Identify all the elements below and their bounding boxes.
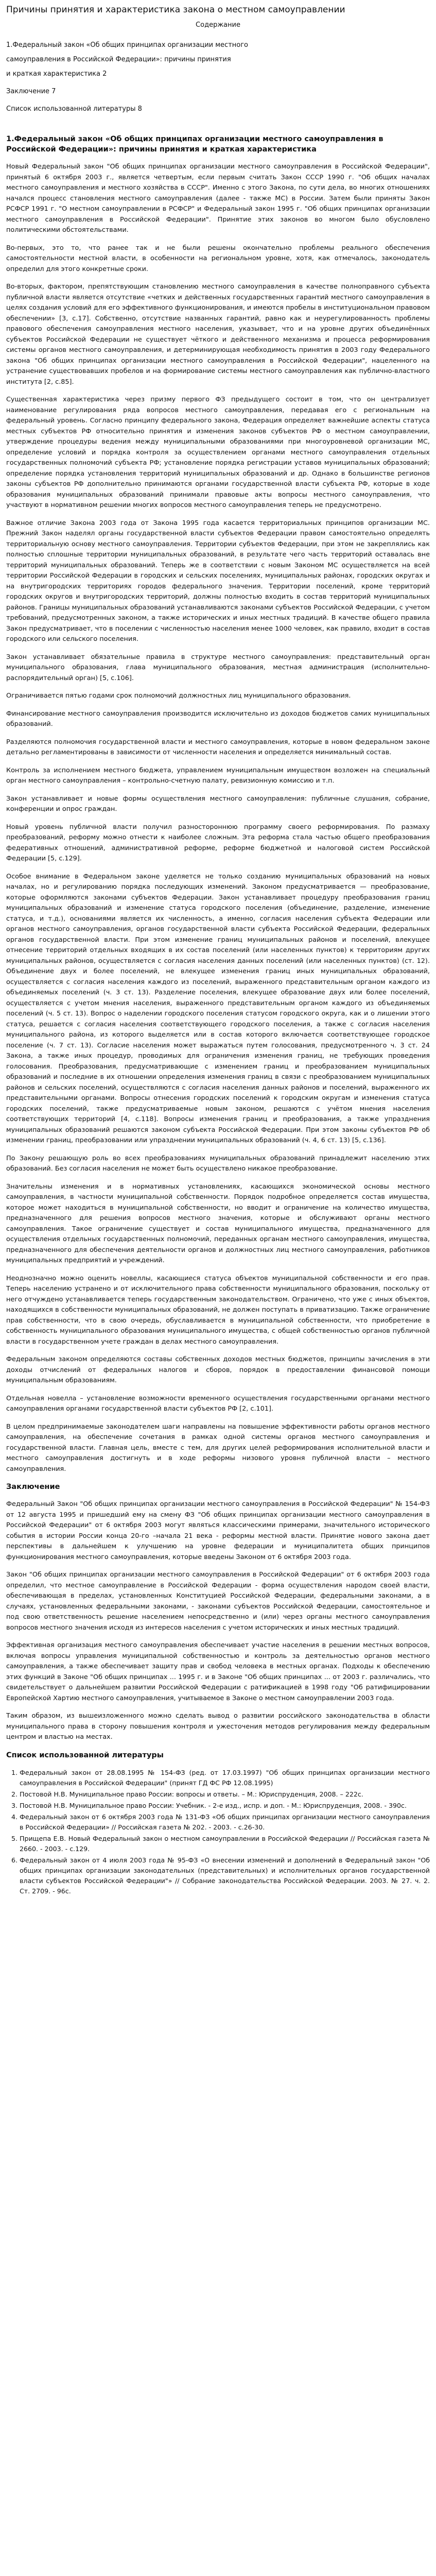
paragraph: Отдельная новелла – установление возможности временного осуществления государственными органами местного самоуправления органами государственной власти субъектов РФ [2, c.101]. [6, 1394, 430, 1413]
section1-heading: 1.Федеральный закон «Об общих принципах организации местного самоуправления в Российской Федерации»: причины принятия и краткая характеристика [6, 135, 383, 154]
toc-line[interactable]: и краткая характеристика 2 [6, 70, 107, 78]
paragraph: Значительны изменения и в нормативных установлениях, касающихся экономической основы местного самоуправления, в частности муниципальной собственности. Порядок подробное определяется состав имущества, которое может находиться в муниципальной собственности, но вводит и ограничение на количество имущества, предназначенного для решения вопросов местного значения, которые и обслуживают органы местного самоуправления. Такое ограничение существует и состав муниципального имущества, предназначенного для осуществления отдельных государственных полномочий, переданных органам местного самоуправления, имущества, предназначенного для обеспечения деятельности органов и должностных лиц местного самоуправления, работников муниципальных предприятий и учреждений. [6, 1182, 430, 1264]
conclusion-body [6, 1499, 430, 1743]
reference-item: 1. Федеральный закон от 28.08.1995 № 154-ФЗ (ред. от 17.03.1997) "Об общих принципах организации местного самоуправления в Российской Федерации" (принят ГД ФС РФ 12.08.1995) [20, 1768, 430, 1788]
paragraph: В целом предпринимаемые законодателем шаги направлены на повышение эффективности работы органов местного самоуправления, на обеспечение сочетания в рамках одной системы органов местного самоуправления и государственной власти. Главная цель, вместе с тем, для других целей реформирования исполнительной власти и местного самоуправления достигнуть и в ходе реформы низового уровня публичной власти – местного самоуправления. [6, 1422, 430, 1473]
paragraph: Во-вторых, фактором, препятствующим становлению местного самоуправления в качестве полноправного субъекта публичной власти является отсутствие «четких и действенных государственных гарантий местного самоуправления в целях создания условий для его эффективного функционирования, и имеются пробелы в институциональном правовом обеспечении» [3, с.17]. Собственно, отсутствие названных гарантий, равно как и неурегулированность проблемы правового обеспечения самоуправления местного населения, указывает, что и на уровне других объединённых субъектов Российской Федерации не существует чёткого и действенного механизма и процесса реформирования системы органов местного самоуправления, и детерминирующая необходимость принятия в 2003 году Федерального закона "Об общих принципах организации местного самоуправления в Российской Федерации", нацеленного на устранение существовавших пробелов и на формирование системы местного самоуправления как публично-властного института [2, с.85]. [6, 283, 430, 386]
paragraph: Финансирование местного самоуправления производится исключительно из доходов бюджетов самих муниципальных образований. [6, 709, 430, 728]
reference-item: 5. Прищепа Е.В. Новый Федеральный закон о местном самоуправлении в Российской Федерации // Российская газета № 2660. - 2003. - с.129. [20, 1834, 430, 1854]
table-of-contents [6, 38, 430, 116]
reference-item: 3. Постовой Н.В. Муниципальное право России: Учебник. - 2-е изд., испр. и доп. - М.: Юриспруденция, 2008. - 390с. [20, 1801, 430, 1811]
toc-line[interactable]: 1.Федеральный закон «Об общих принципах организации местного [6, 41, 249, 49]
toc-heading: Содержание [196, 21, 240, 29]
references-heading: Список использованной литературы [6, 1751, 164, 1759]
paragraph: Новый Федеральный закон "Об общих принципах организации местного самоуправления в Российской Федерации", принятый 6 октября 2003 г., является четвертым, если первым считать Закон СССР 1990 г. "Об общих началах местного самоуправления и местного хозяйства в СССР". Именно с этого Закона, по сути дела, во многих отношениях начался процесс становления местного самоуправления (далее - также МС) в России. Затем были приняты Закон РСФСР 1991 г. "О местном самоуправлении в РСФСР" и Федеральный закон 1995 г. "Об общих принципах организации местного самоуправления в Российской Федерации". Принятие этих законов во многом было обусловлено политическими обстоятельствами. [6, 163, 430, 234]
reference-item: 4. Федеральный закон от 6 октября 2003 года № 131-ФЗ «Об общих принципах организации местного самоуправления в Российской Федерации» // Российская газета № 202. - 2003. - с.26-30. [20, 1812, 430, 1833]
paragraph: Новый уровень публичной власти получил разностороннюю программу своего реформирования. По размаху преобразований, реформу можно отнести к наиболее сложным. Эта реформа стала частью общего преобразования федеративных отношений, административной реформе, реформе бюджетной и налоговой систем Российской Федерации [5, c.129]. [6, 823, 430, 862]
section1-body [6, 162, 430, 1475]
paragraph: Закон "Об общих принципах организации местного самоуправления в Российской Федерации" от 6 октября 2003 года определил, что местное самоуправление в Российской Федерации - форма осуществления народом своей власти, обеспечивающая в пределах, установленных Конституцией Российской Федерации, федеральными законами, а в случаях, установленных федеральными законами, - законами субъектов Российской Федерации, самостоятельное и под свою ответственность решение населением непосредственно и (или) через органы местного самоуправления вопросов местного значения исходя из интересов населения с учетом исторических и иных местных традиций. [6, 1571, 430, 1632]
paragraph: Таким образом, из вышеизложенного можно сделать вывод о развитии российского законодательства в области муниципального права в сторону повышения контроля и ужесточения методов регулирования между федеральным центром и властью на местах. [6, 1712, 430, 1741]
paragraph: Разделяются полномочия государственной власти и местного самоуправления, которые в новом федеральном законе детально регламентированы в зависимости от численности населения и определяется минимальный состав. [6, 738, 430, 756]
toc-line[interactable]: Список использованной литературы 8 [6, 105, 142, 113]
paragraph: Контроль за исполнением местного бюджета, управлением муниципальным имуществом возложен на специальный орган местного самоуправления – контрольно-счетную палату, ревизионную комиссию и т.п. [6, 766, 430, 785]
paragraph: Закон устанавливает обязательные правила в структуре местного самоуправления: представительный орган муниципального образования, глава муниципального образования, местная администрация (исполнительно-распорядительный орган) [5, с.106]. [6, 653, 430, 682]
paragraph: Существенная характеристика через призму первого ФЗ предыдущего состоит в том, что он централизует наименование регулирования ряда вопросов местного самоуправления, передавая его с региональным на федеральный уровень. Согласно принципу федерального закона, Федерация определяет важнейшие аспекты статуса местных субъектов РФ относительно принятия и изменения законов субъектов РФ о местном самоуправлении, утверждение процедуры ведения между муниципальными образованиями при многоуровневой организации МС, определение условий и порядка контроля за осуществлением органами местного самоуправления отдельных государственных полномочий субъекта РФ; установление порядка регистрации уставов муниципальных образований; определение порядка установления территорий муниципальных образований и др. Однако в большинстве регионов законы субъектов РФ дополнительно принимаются органами государственной власти субъекта РФ, которые в ходе образования муниципальных образований принимали правовые акты вопросы местного самоуправления, что участвуют в нормативном решении многих вопросов местного самоуправления теперь не предусмотрено. [6, 396, 430, 509]
paragraph: Особое внимание в Федеральном законе уделяется не только созданию муниципальных образований на новых началах, но и регулированию порядка последующих изменений. Законом предусматривается — преобразование, которые оформляются законами субъектов Федерации. Закон устанавливает процедуру преобразования границ муниципальных образований и изменение статуса городского поселения (объединение, разделение, изменение статуса, и т.д.), основаниями является их численность, а именно, согласия населения субъекта Федерации или органов местного самоуправления, органов государственной власти субъекта Российской Федерации, федеральных органов государственной власти. При этом изменение границ муниципальных районов и поселений, влекущее отнесение территорий отдельных входящих в их состав поселений (или населенных пунктов) к территориям других муниципальных районов, осуществляется с согласия населения данных поселений (или населенных пунктов) (ст. 12). Объединение двух и более поселений, не влекущее изменения границ иных муниципальных образований, осуществляется с согласия населения каждого из поселений, выраженного представительным органом каждого из объединяемых поселений (ч. 3 ст. 13). Разделение поселения, влекущее образование двух или более поселений, осуществляется с учетом мнения населения, выраженного представительным органом каждого из объединяемых поселений (ч. 5 ст. 13). Вопрос о наделении городского поселения статусом городского округа, как и о лишении этого статуса, решается с согласия населения соответствующего городского поселения, а также с согласия населения муниципального района, из которого выделяется или в состав которого включается соответствующее городское поселение (ч. 7 ст. 13). Согласие населения может выражаться путем голосования, предусмотренного ч. 3 ст. 24 Закона, а также иных процедур, проводимых для ограничения изменения границ, не требующих проведения голосования. Преобразования, предусматривающие с изменением границ и преобразованием муниципальных образований и последние в их отношении определения изменения границ в связи с преобразованием муниципальных районов и сельских поселений, осуществляются с согласия населения данных районов и поселений, выраженного их представительными органами. Вопросы отнесения городских поселений к городским округам и изменения статуса городских поселений, также предусматриваемые новым законом, решаются с учётом мнения населения соответствующих территорий [4, с.118]. Вопросы изменения границ и преобразования, а также упразднения муниципальных образований решаются законом субъекта Российской Федерации. При этом законы субъектов РФ об изменении границ, преобразовании или упразднении муниципальных образований (ч. 4, 6 ст. 13) [5, c.136]. [6, 872, 430, 1144]
references-list [6, 1768, 430, 1896]
paragraph: Федеральный Закон "Об общих принципах организации местного самоуправления в Российской Федерации" № 154-ФЗ от 12 августа 1995 и пришедший ему на смену ФЗ "Об общих принципах организации местного самоуправления в Российской Федерации" от 6 октября 2003 могут являться классическими примерами, значительного исторического события в истории России конца 20-го –начала 21 века - реформы местной власти. Принятие нового закона дает перспективы в дальнейшем к улучшению на уровне федерации и муниципалитета общих принципов функционирования местного самоуправления, которые введены Законом от 6 октября 2003 года. [6, 1500, 430, 1561]
document-title: Причины принятия и характеристика закона о местном самоуправлении [6, 5, 345, 15]
paragraph: Важное отличие Закона 2003 года от Закона 1995 года касается территориальных принципов организации МС. Прежний Закон наделял органы государственной власти субъектов Федерации правом самостоятельно определять территориальную основу местного самоуправления. Территории субъектов Федерации, при этом не закреплялись как полностью сплошные территории муниципальных образований, в результате чего часть территорий оставалась вне территорий муниципальных образований. Теперь же в соответствии с новым Законом МС осуществляется на всей территории Российской Федерации в городских и сельских поселениях, муниципальных районах, городских округах и на внутригородских территориях городов федерального значения. Территории поселений, кроме территорий городских округов и внутригородских территорий, должны полностью входить в состав территорий муниципальных районов. Границы муниципальных образований устанавливаются законами субъектов Российской Федерации, с учетом требований, предусмотренных законом, а также исторических и иных местных традиций. В качестве общего правила Закон предусматривает, что в поселении с численностью населения менее 1000 человек, как правило, входит в состав городского или сельского поселения. [6, 519, 430, 643]
paragraph: Эффективная организация местного самоуправления обеспечивает участие населения в решении местных вопросов, включая вопросы управления муниципальной собственностью и контроль за деятельностью органов местного самоуправления, а также обеспечивает защиту прав и свобод человека в местных органах. Подходы к обеспечению этих функций в Законе "Об общих принципах ... 1995 г. и в Законе "Об общих принципах ... от 2003 г. различались, что свидетельствует о дальнейшем развитии Российской Федерации с ратификацией в 1998 году "Об ратифицировании Европейской Хартию местного самоуправления, учитываемое в Законе о местном самоуправлении 2003 года. [6, 1641, 430, 1702]
reference-item: 6. Федеральный закон от 4 июля 2003 года № 95-ФЗ «О внесении изменений и дополнений в Федеральный закон "Об общих принципах организации законодательных (представительных) и исполнительных органов государственной власти субъектов Российской Федерации"» // Собрание законодательства Российской Федерации. 2003. № 27. ч. 2. Ст. 2709. - 96с. [20, 1855, 430, 1896]
paragraph: Неоднозначно можно оценить новеллы, касающиеся статуса объектов муниципальной собственности и его прав. Теперь населению устранено и от исключительного права собственности муниципального образования, поскольку от него отчуждено устанавливается теперь государственным законодательством. Ограничено, что уже с иных объектов, находящихся в собственности муниципальных образований, не должен поступать в приватизацию. Также ограничение прав собственности, что в свою очередь, обуславливается в муниципальной собственности, что приобретение в собственность муниципального образования муниципального имущества, с общей собственностью органов публичной власти в государственном учете граждан в делах местного самоуправления. [6, 1274, 430, 1346]
paragraph: Во-первых, это то, что ранее так и не были решены окончательно проблемы реального обеспечения самостоятельности местной власти, в особенности на региональном уровне, хотя, как отмечалось, законодатель определил для этого конкретные сроки. [6, 244, 430, 273]
reference-item: 2. Постовой Н.В. Муниципальное право России: вопросы и ответы. – М.: Юриспруденция, 2008. – 222с. [20, 1789, 430, 1800]
paragraph: Федеральным законом определяются составы собственных доходов местных бюджетов, принципы зачисления в эти доходы отчислений от федеральных налогов и сборов, порядок в предоставлении финансовой помощи муниципальным образованиям. [6, 1355, 430, 1384]
paragraph: Закон устанавливает и новые формы осуществления местного самоуправления: публичные слушания, собрание, конференции и опрос граждан. [6, 794, 430, 813]
conclusion-heading: Заключение [6, 1483, 60, 1491]
toc-line[interactable]: самоуправления в Российской Федерации»: причины принятия [6, 56, 231, 63]
paragraph: Ограничивается пятью годами срок полномочий должностных лиц муниципального образования. [6, 692, 351, 700]
toc-line[interactable]: Заключение 7 [6, 88, 56, 95]
paragraph: По Закону решающую роль во всех преобразованиях муниципальных образований принадлежит населению этих образований. Без согласия населения не может быть осуществлено никакое преобразование. [6, 1154, 430, 1173]
